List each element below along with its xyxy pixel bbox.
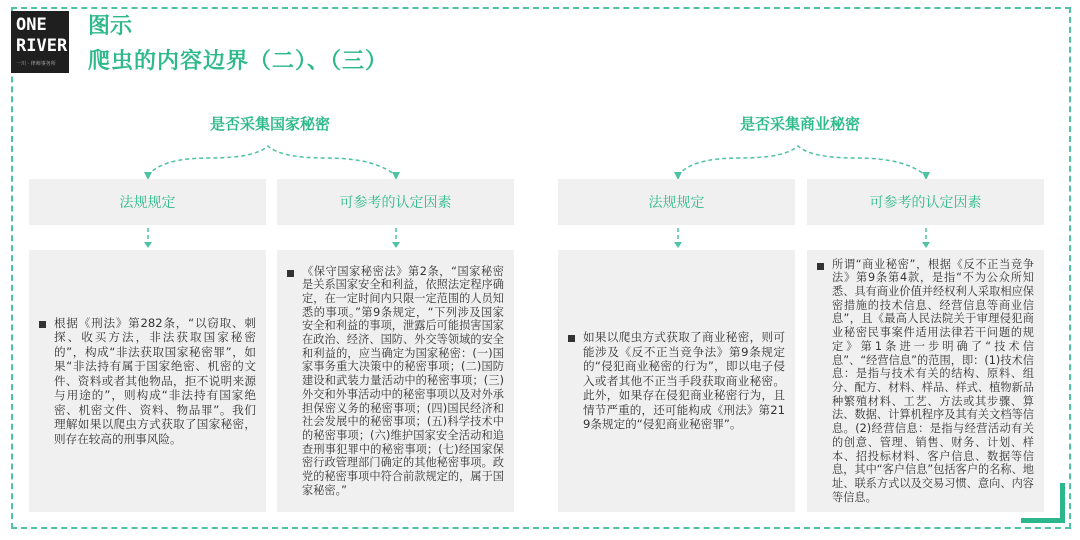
regulation-text-2: 如果以爬虫方式获取了商业秘密，则可能涉及《反不正当竞争法》第9条规定的“侵犯商业秘密的行为”，即以电子侵入或者其他不正当手段获取商业秘密。此外，如果存在侵犯商业秘密行为，且情节严重的，还可能构成《刑法》第219条规定的“侵犯商业秘密罪”。 xyxy=(583,330,785,432)
arrowhead-3 xyxy=(674,242,682,248)
page-subtitle: 爬虫的内容边界（二）、（三） xyxy=(88,49,389,74)
logo-line3: 一川 · 律师事务所 xyxy=(16,61,56,67)
bullet-icon xyxy=(39,321,46,328)
arrowhead-1 xyxy=(144,242,152,248)
section-title-trade-secrets: 是否采集商业秘密 xyxy=(739,115,860,133)
box-label-factors-1: 可参考的认定因素 xyxy=(277,179,514,225)
brace-left xyxy=(148,146,396,176)
arrowhead-4 xyxy=(922,242,930,248)
box-label-factors-2: 可参考的认定因素 xyxy=(807,179,1044,225)
page-title: 图示 xyxy=(88,14,133,39)
content-box-factors-1 xyxy=(277,250,514,512)
content-box-factors-2 xyxy=(807,250,1044,512)
factors-text-2: 所谓“商业秘密”，根据《反不正当竞争法》第9条第4款，是指“不为公众所知悉、具有商业价值并经权利人采取相应保密措施的技术信息、经营信息等商业信息”，且《最高人民法院关于审理侵犯商业秘密民事案件适用法律若干问题的规定》第1条进一步明确了“技术信息”、“经营信息”的范围，即：(1)技术信息：是指与技术有关的结构、原料、组分、配方、材料、样品、样式、植物新品种繁殖材料、工艺、方法或其步骤、算法、数据、计算机程序及其有关文档等信息。(2)经营信息：是指与经营活动有关的创意、管理、销售、财务、计划、样本、招投标材料、客户信息、数据等信息，其中“客户信息”包括客户的名称、地址、联系方式以及交易习惯、意向、内容等信息。 xyxy=(832,257,1034,504)
box-label-regulation-2: 法规规定 xyxy=(558,179,795,225)
bullet-icon xyxy=(817,263,824,270)
factors-text-1: 《保守国家秘密法》第2条，“国家秘密是关系国家安全和利益，依照法定程序确定，在一定时间内只限一定范围的人员知悉的事项。”第9条规定，“下列涉及国家安全和利益的事项，泄露后可能损害国家在政治、经济、国防、外交等领域的安全和利益的，应当确定为国家秘密：(一)国家事务重大决策中的秘密事项；(二)国防建设和武装力量活动中的秘密事项；(三)外交和外事活动中的秘密事项以及对外承担保密义务的秘密事项；(四)国民经济和社会发展中的秘密事项；(五)科学技术中的秘密事项；(六)维护国家安全活动和追查刑事犯罪中的秘密事项；(七)经国家保密行政管理部门确定的其他秘密事项。政党的秘密事项中符合前款规定的，属于国家秘密。” xyxy=(302,264,504,497)
logo-line1: ONE xyxy=(16,15,47,35)
content-box-regulation-2 xyxy=(558,250,795,512)
bullet-icon xyxy=(287,270,294,277)
box-label-regulation-1: 法规规定 xyxy=(29,179,266,225)
content-box-regulation-1 xyxy=(29,250,266,512)
section-title-state-secrets: 是否采集国家秘密 xyxy=(209,115,330,133)
arrowhead-2 xyxy=(392,242,400,248)
logo-line2: RIVER xyxy=(16,36,68,56)
bullet-icon xyxy=(568,335,575,342)
regulation-text-1: 根据《刑法》第282条，“以窃取、刺探、收买方法，非法获取国家秘密的”，构成“非法获取国家秘密罪”，如果“非法持有属于国家绝密、机密的文件、资料或者其他物品，拒不说明来源与用途的”，则构成“非法持有国家绝密、机密文件、资料、物品罪”。我们理解如果以爬虫方式获取了国家秘密，则存在较高的刑事风险。 xyxy=(54,315,256,446)
brace-right xyxy=(678,146,926,176)
